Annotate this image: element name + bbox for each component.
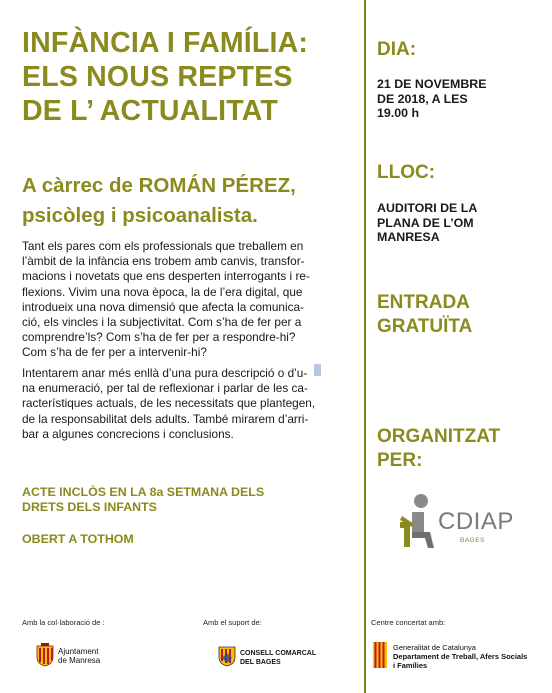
paragraph-line: Tant els pares com els professionals que treballem en [22, 239, 304, 253]
dia-label: DIA: [377, 39, 417, 60]
generalitat-name [393, 643, 552, 670]
paragraph-line: racterístiques actuals, de les necessitats que plantegen, [22, 396, 316, 411]
paragraph-line: Com s’ha de fer per a intervenir-hi? [22, 345, 207, 360]
lloc-line: MANRESA [377, 230, 440, 244]
entrada-line: ENTRADA [377, 292, 470, 313]
generalitat-line: i Famílies [393, 661, 428, 670]
setmana-notice [22, 485, 342, 515]
entrada-line: GRATUÏTA [377, 316, 473, 337]
column-divider [364, 0, 366, 693]
description-paragraph-1 [22, 239, 356, 361]
generalitat-line: Generalitat de Catalunya [393, 643, 476, 652]
title-line: DE L’ ACTUALITAT [22, 95, 278, 127]
title-line: ELS NOUS REPTES [22, 61, 293, 93]
organitzat-line: ORGANITZAT [377, 426, 501, 447]
description-paragraph-2 [22, 366, 356, 442]
text-cursor-highlight [314, 364, 321, 376]
dia-line: 21 DE NOVEMBRE [377, 77, 487, 91]
title-line: INFÀNCIA I FAMÍLIA: [22, 27, 309, 59]
consell-line: DEL BAGES [240, 659, 281, 666]
manresa-shield-icon [36, 643, 54, 667]
lloc-line: AUDITORI DE LA [377, 201, 478, 215]
ajuntament-line: de Manresa [58, 656, 101, 665]
generalitat-line: Departament de Treball, Afers Socials [393, 652, 528, 661]
paragraph-line: macions i novetats que ens desperten interrogants i re- [22, 269, 310, 284]
paragraph-line: Intentarem anar més enllà d’una pura descripció o d’u- [22, 366, 308, 380]
lloc-line: PLANA DE L’OM [377, 215, 474, 230]
dia-line: 19.00 h [377, 106, 420, 120]
ajuntament-line: Ajuntament [58, 647, 99, 656]
paragraph-line: flexions. Vivim una nova època, la de l’era digital, que [22, 284, 303, 299]
ajuntament-name [58, 647, 128, 665]
entrada-gratuita [377, 291, 472, 339]
paragraph-line: na enumeració, per tal de reflexionar i parlar de les ca- [22, 381, 308, 396]
cdiap-figure-icon [388, 492, 438, 552]
notice-line: DRETS DELS INFANTS [22, 500, 157, 514]
dia-value [377, 77, 547, 121]
subtitle-line: psicòleg i psicoanalista. [22, 204, 258, 227]
open-to-all: OBERT A TOTHOM [22, 532, 134, 546]
event-title [22, 26, 352, 128]
consell-line: CONSELL COMARCAL [240, 650, 317, 657]
subtitle-line: A càrrec de ROMÁN PÉREZ, [22, 174, 296, 197]
lloc-value [377, 201, 547, 245]
paragraph-line: introdueix una nova dimensió que afecta la comunica- [22, 299, 304, 314]
consell-name [240, 649, 340, 667]
concertat-label: Centre concertat amb: [371, 618, 446, 627]
speaker-subtitle [22, 171, 352, 231]
dia-line: DE 2018, A LES [377, 91, 468, 106]
suport-label: Amb el suport de: [203, 618, 262, 627]
cdiap-name: CDIAP [438, 508, 514, 535]
notice-line: ACTE INCLÒS EN LA 8a SETMANA DELS [22, 485, 265, 499]
paragraph-line: comprendre’ls? Com s’ha de fer per a respondre-hi? [22, 330, 296, 345]
paragraph-line: ció, els vincles i la subjectivitat. Com s’ha de fer per a [22, 315, 302, 330]
organitzat-label [377, 425, 500, 473]
paragraph-line: de la responsabilitat dels adults. També mirarem d’arri- [22, 411, 309, 426]
paragraph-line: l’àmbit de la infància ens trobem amb canvis, transfor- [22, 254, 305, 269]
paragraph-line: bar a algunes concrecions i conclusions. [22, 426, 234, 441]
colaboracio-label: Amb la col·laboració de : [22, 618, 105, 627]
senyera-icon [373, 642, 387, 668]
organitzat-line: PER: [377, 450, 423, 471]
cdiap-bages: BAGES [460, 537, 485, 544]
lloc-label: LLOC: [377, 162, 436, 183]
cdiap-logo [388, 492, 528, 556]
bages-shield-icon [218, 645, 236, 667]
